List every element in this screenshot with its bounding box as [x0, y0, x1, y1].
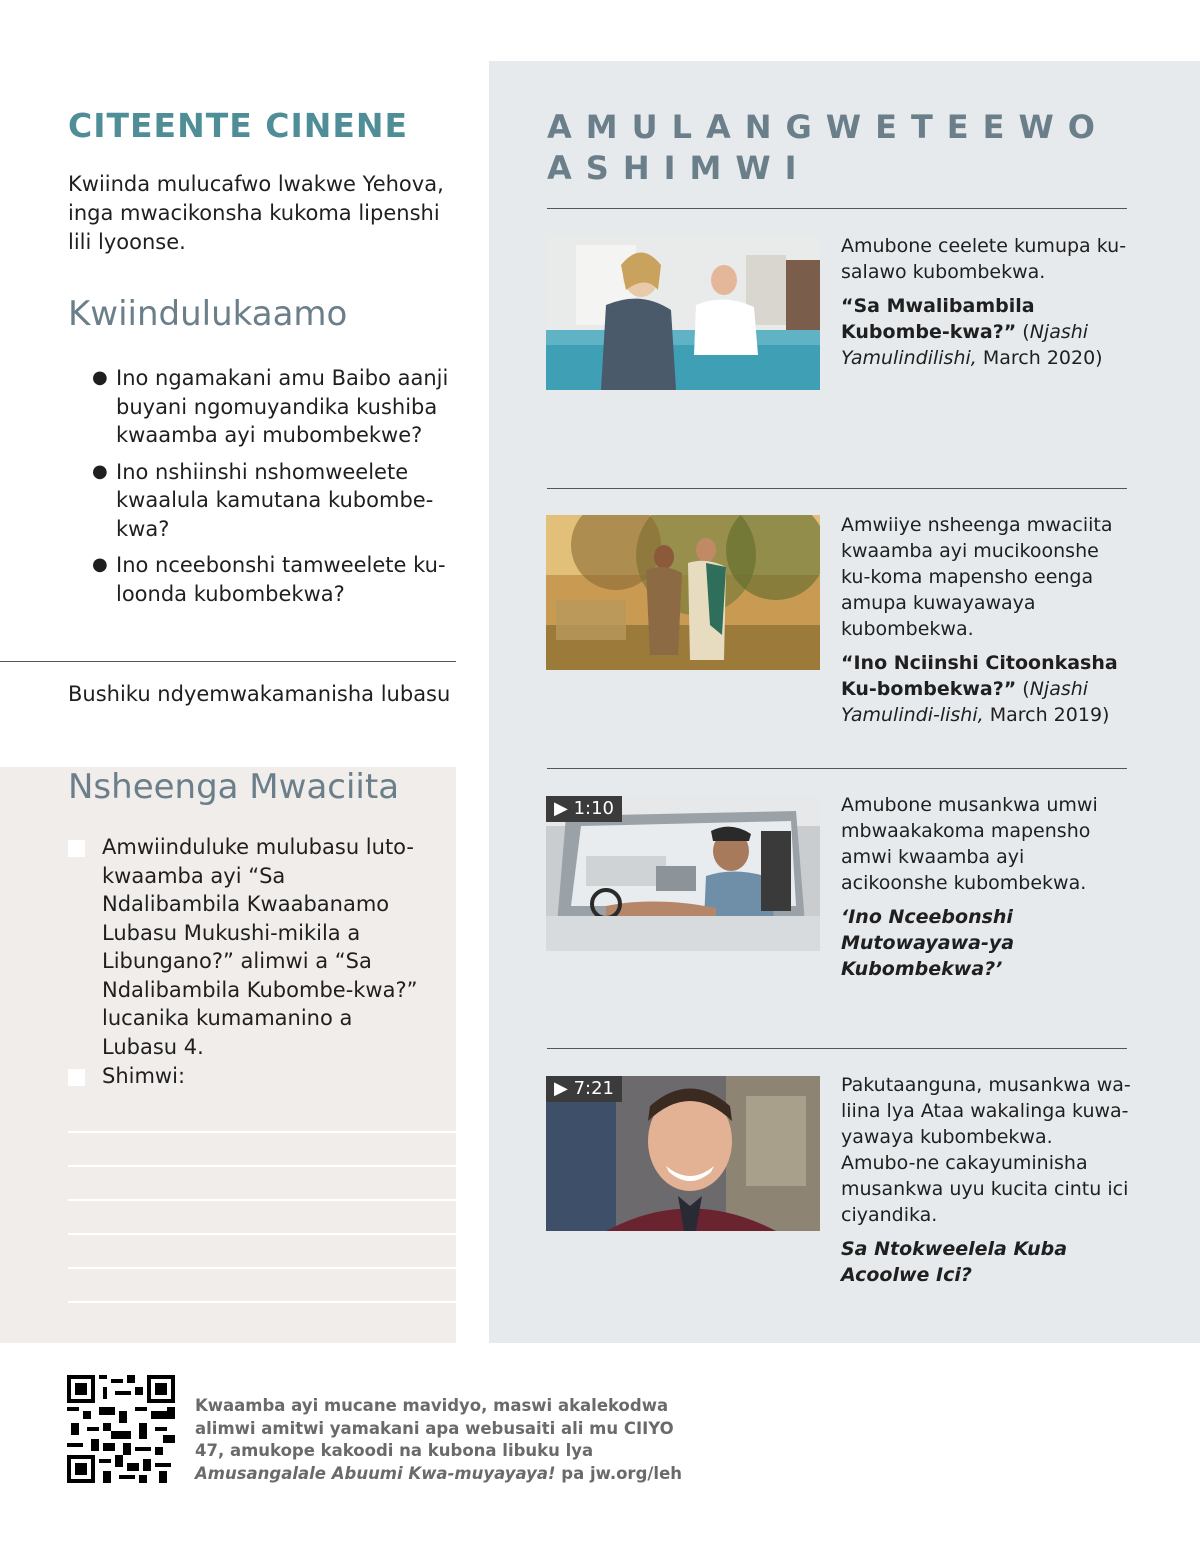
explore-title: AMULANGWETEEWO ASHIMWI — [547, 108, 1109, 187]
item-divider — [547, 1048, 1127, 1049]
item-divider — [547, 488, 1127, 489]
write-line[interactable] — [68, 1233, 456, 1235]
video-link[interactable]: Sa Ntokweelela Kuba Acoolwe Ici? — [841, 1238, 1068, 1286]
review-questions — [92, 364, 452, 616]
review-question: ● Ino nshiinshi nshomweelete kwaalula kamutana kubombe-kwa? — [92, 459, 434, 541]
summary-title: CITEENTE CINENE — [68, 106, 409, 145]
qr-code-icon[interactable] — [67, 1375, 175, 1483]
baptism-pool-image[interactable] — [546, 235, 820, 390]
write-line[interactable] — [68, 1165, 456, 1167]
item-divider — [547, 208, 1127, 209]
task-checkbox[interactable] — [68, 1069, 85, 1086]
review-question: ● Ino ngamakani amu Baibo aanji buyani ngomuyandika kushiba kwaamba ayi mubombekwe? — [92, 366, 449, 447]
video-duration-badge: ▶ 1:10 — [546, 796, 622, 822]
item-text: Amubone ceelete kumupa ku-salawo kubombekwa. “Sa Mwalibambila Kubombe-kwa?” (Njashi Yamulindilishi, March 2020) — [841, 235, 1127, 369]
review-title: Kwiindulukaamo — [68, 294, 348, 334]
article-link[interactable]: “Sa Mwalibambila Kubombe-kwa?” — [841, 295, 1035, 343]
item-text: Amwiiye nsheenga mwaciita kwaamba ayi mucikoonshe ku-koma mapensho eenga amupa kuwayawaya kubombekwa. “Ino Nciinshi Citoonkasha Ku-bombekwa?” (Njashi Yamulindi-lishi, March 2019) — [841, 514, 1118, 726]
article-link[interactable]: “Ino Nciinshi Citoonkasha Ku-bombekwa?” — [841, 652, 1118, 700]
task-other: Shimwi: — [68, 1062, 428, 1091]
item-text: Amubone musankwa umwi mbwaakakoma mapensho amwi kwaamba ayi acikoonshe kubombekwa. ‘Ino Nceebonshi Mutowayawa-ya Kubombekwa?’ — [841, 792, 1131, 982]
bullet-icon: ● — [92, 367, 108, 388]
write-line[interactable] — [68, 1199, 456, 1201]
bullet-icon: ● — [92, 460, 108, 482]
review-question: ● Ino nceebonshi tamweelete ku-loonda kubombekwa? — [92, 553, 446, 606]
activity-title: Nsheenga Mwaciita — [68, 767, 400, 807]
video-link[interactable]: ‘Ino Nceebonshi Mutowayawa-ya Kubombekwa?’ — [841, 906, 1015, 980]
write-line[interactable] — [68, 1301, 456, 1303]
summary-text: Kwiinda mulucafwo lwakwe Yehova, inga mwacikonsha kukoma lipenshi lili lyoonse. — [68, 172, 444, 254]
item-divider — [547, 768, 1127, 769]
completion-date-label: Bushiku ndyemwakamanisha lubasu — [68, 682, 451, 706]
write-line[interactable] — [68, 1267, 456, 1269]
task-review-sections: Amwiinduluke mulubasu luto-kwaamba ayi “Sa Ndalibambila Kwaabanamo Lubasu Mukushi-mikila a Libungano?” alimwi a “Sa Ndalibambila Kubombe-kwa?” lucanika kumamanino a Lubasu 4. — [68, 833, 428, 1061]
jesus-disciple-painting-image[interactable] — [546, 515, 820, 670]
book-title: Amusangalale Abuumi Kwa-muyayaya! — [195, 1463, 556, 1483]
date-signature-line — [0, 661, 456, 662]
video-duration-badge: ▶ 7:21 — [546, 1076, 622, 1102]
item-text: Pakutaanguna, musankwa wa-liina lya Ataa wakalinga kuwa-yawaya kubombekwa. Amubo-ne cakayuminisha musankwa uyu kucita cintu ici ciyandika. Sa Ntokweelela Kuba Acoolwe Ici? — [841, 1074, 1131, 1286]
task-checkbox[interactable] — [68, 840, 85, 857]
write-line[interactable] — [68, 1131, 456, 1133]
video-driver-thumbnail[interactable] — [546, 796, 820, 951]
footer-text: Kwaamba ayi mucane mavidyo, maswi akalekodwa alimwi amitwi yamakani apa webusaiti ali mu CIIYO 47, amukope kakoodi na kubona libuku lya Amusangalale Abuumi Kwa-muyayaya! pa jw.org/leh — [195, 1396, 683, 1483]
bullet-icon: ● — [92, 554, 108, 575]
video-man-smiling-thumbnail[interactable] — [546, 1076, 820, 1231]
